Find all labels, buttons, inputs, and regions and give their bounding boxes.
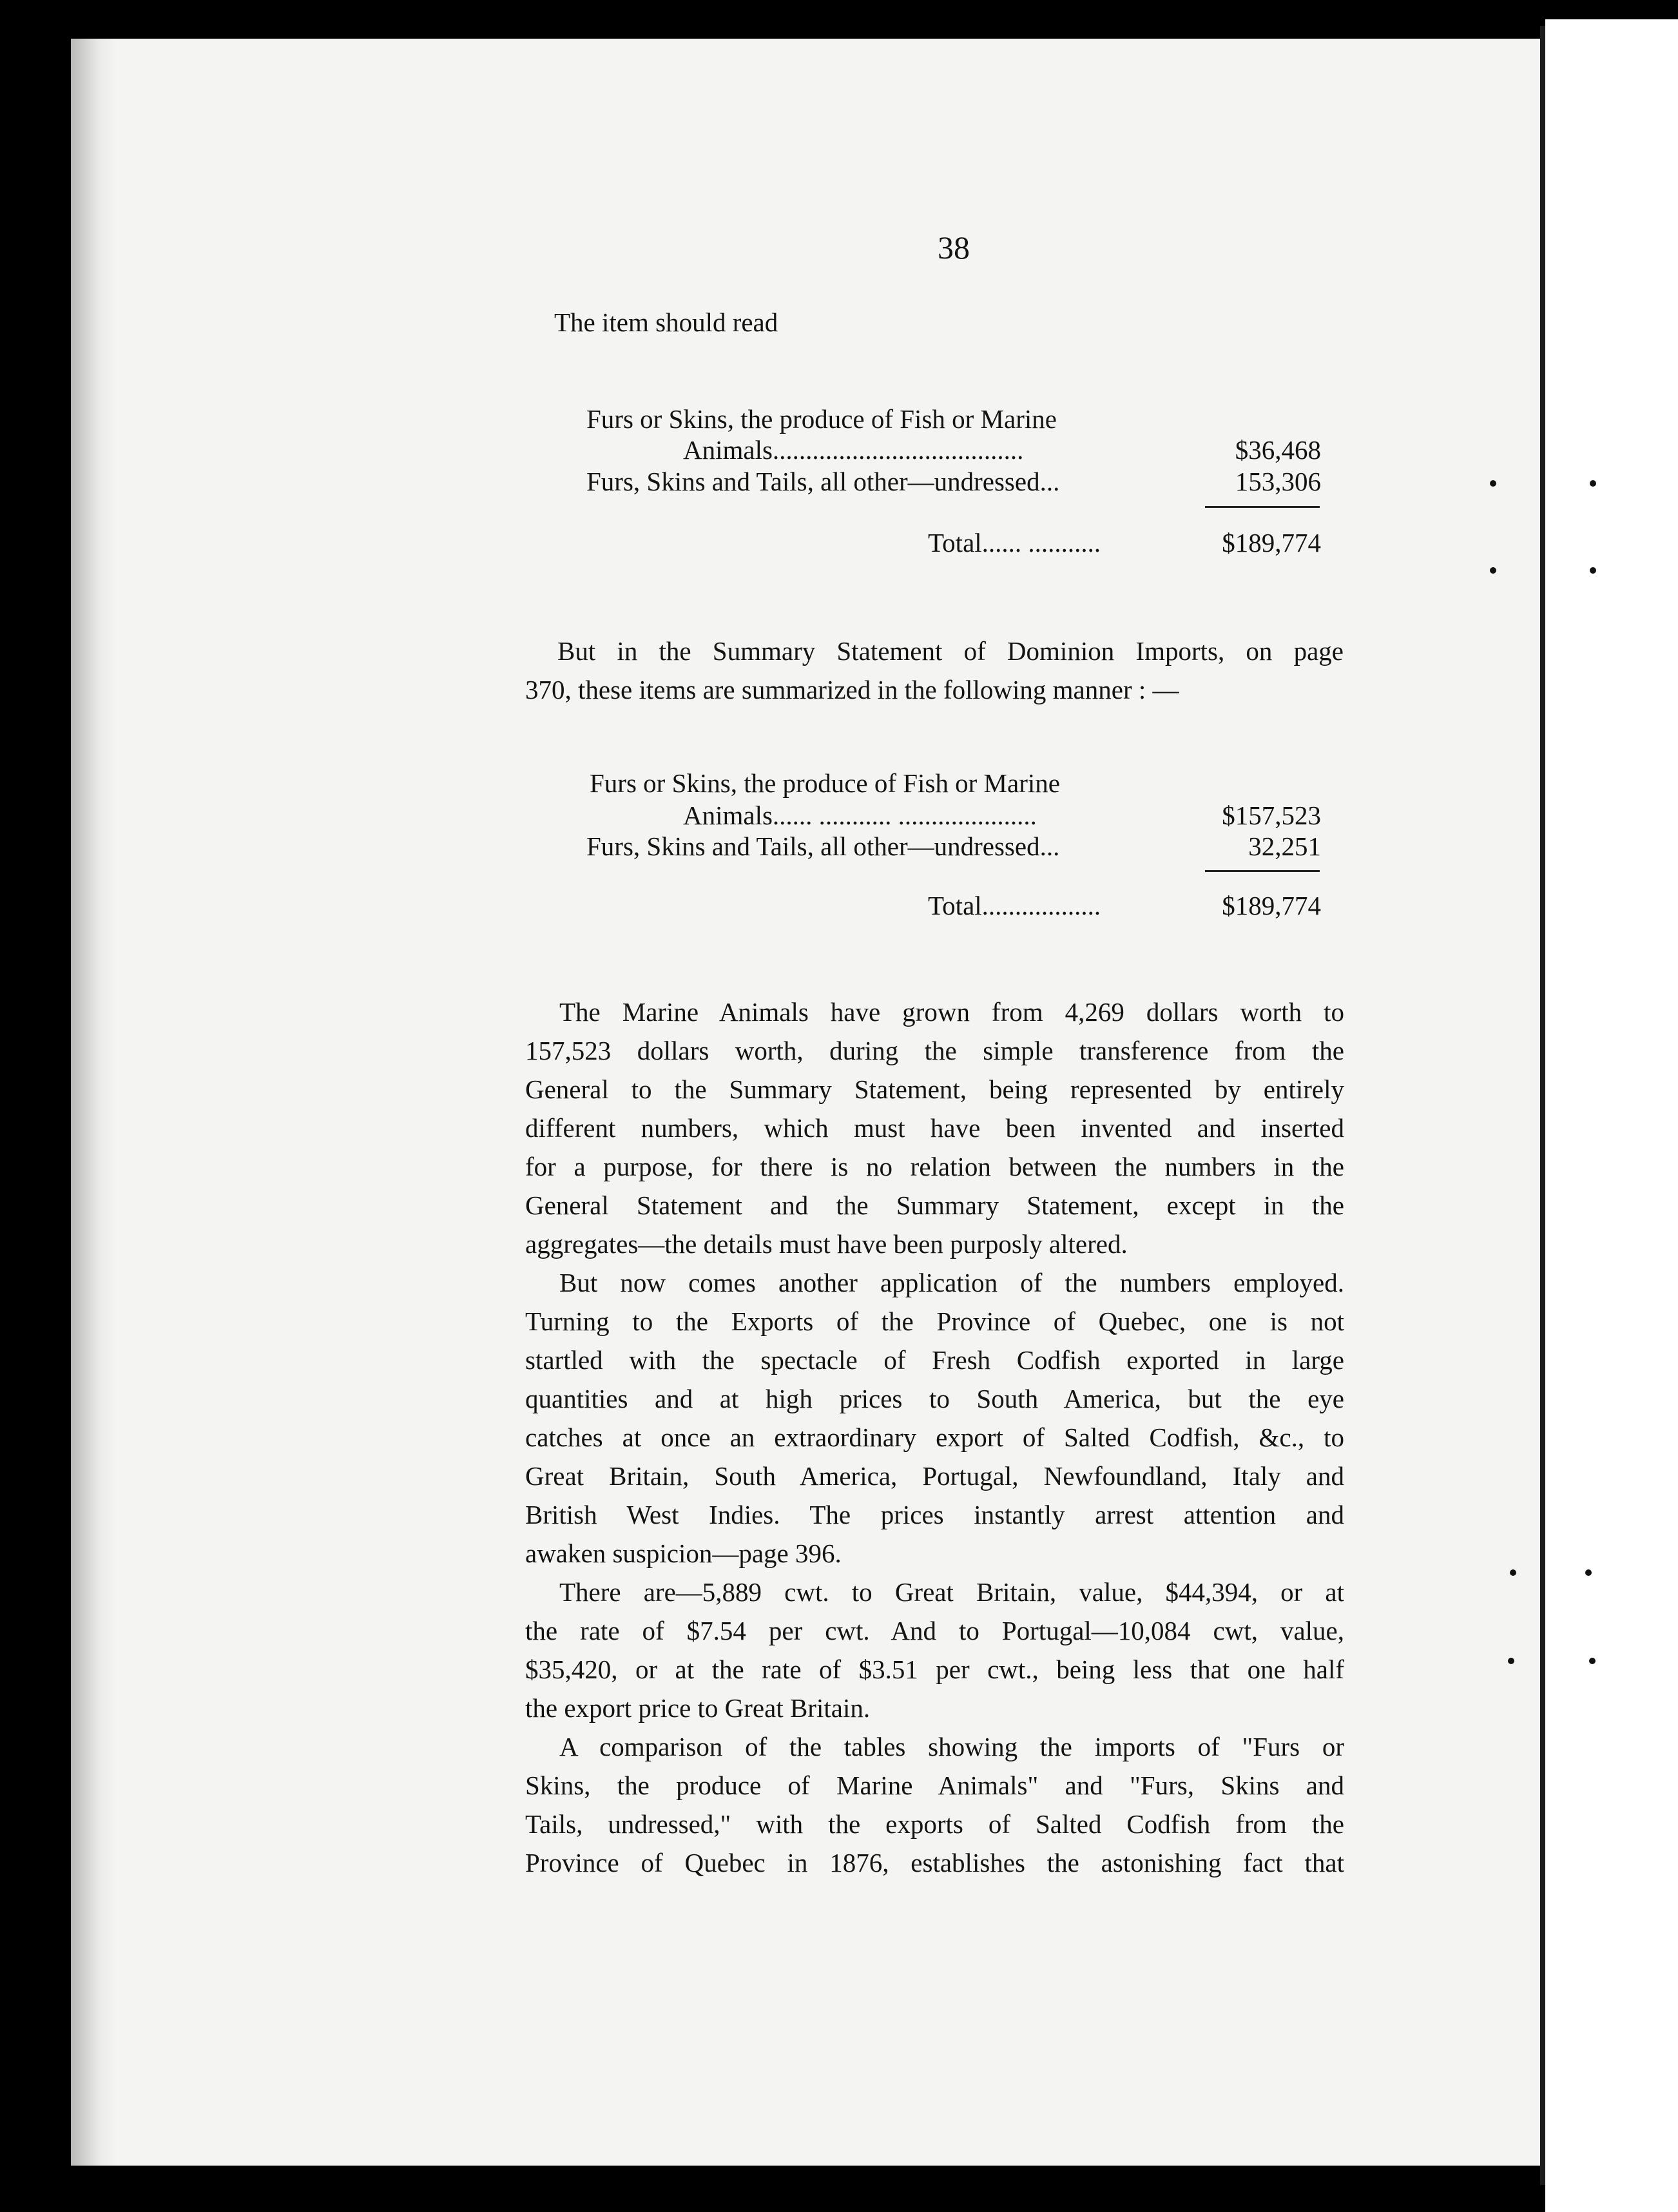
table1-total-value: $189,774 bbox=[1222, 528, 1321, 558]
table2-total-value: $189,774 bbox=[1222, 891, 1321, 920]
body-line: General to the Summary Statement, being represented by entirely bbox=[525, 1074, 1344, 1104]
intro-line: The item should read bbox=[554, 307, 778, 337]
body-line: A comparison of the tables showing the imports of "Furs or bbox=[559, 1732, 1344, 1761]
table1-total-label: Total...... ........... bbox=[928, 528, 1101, 558]
body-line: aggregates—the details must have been purposly altered. bbox=[525, 1229, 1128, 1259]
body-line: startled with the spectacle of Fresh Codfish exported in large bbox=[525, 1345, 1344, 1375]
body-line: $35,420, or at the rate of $3.51 per cwt., being less that one half bbox=[525, 1654, 1344, 1684]
margin-dot bbox=[1589, 1658, 1596, 1664]
margin-dot bbox=[1490, 480, 1496, 487]
table1-row1-value: $36,468 bbox=[1235, 435, 1321, 465]
body-line: different numbers, which must have been invented and inserted bbox=[525, 1113, 1344, 1143]
body-line: awaken suspicion—page 396. bbox=[525, 1538, 842, 1568]
margin-dot bbox=[1508, 1658, 1514, 1664]
page-number: 38 bbox=[938, 229, 970, 266]
table1-row1-label-cont: Animals...................................... bbox=[683, 435, 1024, 465]
body-line: The Marine Animals have grown from 4,269 dollars worth to bbox=[559, 997, 1344, 1027]
body-line: quantities and at high prices to South America, but the eye bbox=[525, 1384, 1344, 1413]
body-line: for a purpose, for there is no relation between the numbers in the bbox=[525, 1152, 1344, 1181]
table2-row1-value: $157,523 bbox=[1222, 800, 1321, 830]
table2-row1-label: Furs or Skins, the produce of Fish or Marine bbox=[590, 768, 1060, 798]
body-line: Turning to the Exports of the Province of Quebec, one is not bbox=[525, 1306, 1344, 1336]
table1-row2-label: Furs, Skins and Tails, all other—undressed... bbox=[586, 467, 1060, 496]
body-line: 157,523 dollars worth, during the simple transference from the bbox=[525, 1036, 1344, 1065]
table2-row2-label: Furs, Skins and Tails, all other—undressed... bbox=[586, 831, 1060, 861]
summary-intro-line: But in the Summary Statement of Dominion Imports, on page bbox=[557, 636, 1344, 666]
body-line: General Statement and the Summary Statement, except in the bbox=[525, 1190, 1344, 1220]
body-line: the export price to Great Britain. bbox=[525, 1693, 871, 1723]
table1-row1-label: Furs or Skins, the produce of Fish or Marine bbox=[586, 404, 1057, 434]
margin-dot bbox=[1590, 480, 1596, 487]
margin-dot bbox=[1585, 1569, 1592, 1576]
table2-total-rule bbox=[1205, 870, 1320, 872]
margin-dot bbox=[1510, 1569, 1516, 1576]
adjacent-page-margin bbox=[1545, 19, 1678, 2212]
margin-dot bbox=[1590, 567, 1596, 574]
body-line: Tails, undressed," with the exports of Salted Codfish from the bbox=[525, 1809, 1344, 1839]
body-line: There are—5,889 cwt. to Great Britain, value, $44,394, or at bbox=[559, 1577, 1344, 1607]
table1-row2-value: 153,306 bbox=[1235, 467, 1321, 496]
table2-row1-label-cont: Animals...... ........... ..................... bbox=[683, 800, 1037, 830]
page-edge-shadow bbox=[71, 39, 116, 2166]
margin-dot bbox=[1490, 567, 1496, 574]
table2-row2-value: 32,251 bbox=[1248, 831, 1321, 861]
body-line: the rate of $7.54 per cwt. And to Portugal—10,084 cwt, value, bbox=[525, 1616, 1344, 1645]
table2-total-label: Total.................. bbox=[928, 891, 1101, 920]
body-line: British West Indies. The prices instantly arrest attention and bbox=[525, 1500, 1344, 1529]
summary-intro-line: 370, these items are summarized in the following manner : — bbox=[525, 675, 1179, 704]
body-line: catches at once an extraordinary export of Salted Codfish, &c., to bbox=[525, 1422, 1344, 1452]
body-line: Great Britain, South America, Portugal, Newfoundland, Italy and bbox=[525, 1461, 1344, 1491]
body-line: But now comes another application of the numbers employed. bbox=[559, 1268, 1344, 1297]
table1-total-rule bbox=[1205, 506, 1320, 508]
body-line: Province of Quebec in 1876, establishes the astonishing fact that bbox=[525, 1848, 1344, 1877]
body-line: Skins, the produce of Marine Animals" and "Furs, Skins and bbox=[525, 1771, 1344, 1800]
